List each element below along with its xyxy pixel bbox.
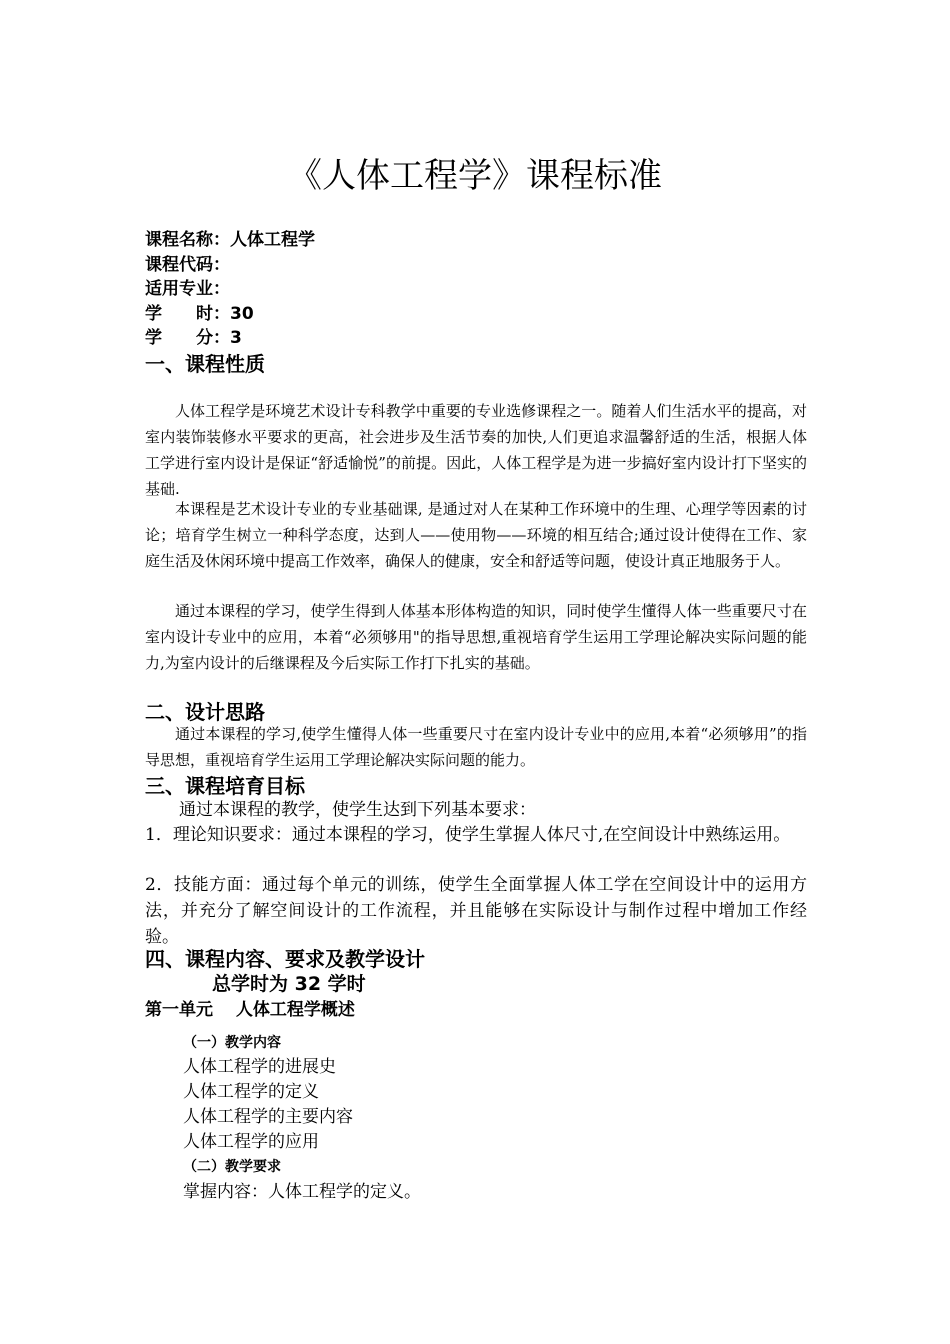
section-3-item-1: 1．理论知识要求：通过本课程的学习，使学生掌握人体尺寸,在空间设计中熟练运用。 [145,825,791,845]
unit-1-title: 第一单元 人体工程学概述 [145,1000,355,1020]
course-name: 课程名称：人体工程学 [145,230,315,250]
section-3-item-2: 2．技能方面：通过每个单元的训练，使学生全面掌握人体工学在空间设计中的运用方法，并充分了解空间设计的工作流程，并且能够在实际设计与制作过程中增加工作经验。 [145,875,807,947]
section-1-paragraph-1: 人体工程学是环境艺术设计专科教学中重要的专业选修课程之一。随着人们生活水平的提高，对室内装饰装修水平要求的更高，社会进步及生活节奏的加快,人们更追求温馨舒适的生活，根据人体工学进行室内设计是保证“舒适愉悦”的前提。因此，人体工程学是为进一步搞好室内设计打下坚实的基础. [145,402,807,498]
teaching-content-list [183,1055,353,1155]
list-item: 人体工程学的定义 [183,1082,319,1102]
section-1-paragraph-2: 本课程是艺术设计专业的专业基础课, 是通过对人在某种工作环境中的生理、心理学等因素的讨论；培育学生树立一种科学态度，达到人——使用物——环境的相互结合;通过设计使得在工作、家庭生活及休闲环境中提高工作效率，确保人的健康，安全和舒适等问题，使设计真正地服务于人。 [145,500,807,570]
section-1-heading: 一、课程性质 [145,352,265,376]
list-item: 人体工程学的应用 [183,1132,319,1152]
section-2-heading: 二、设计思路 [145,700,265,724]
course-credits: 学 分：3 [145,328,242,348]
applicable-major: 适用专业： [145,279,230,299]
section-3-intro: 通过本课程的教学，使学生达到下列基本要求： [179,800,536,820]
section-1-paragraph-3: 通过本课程的学习，使学生得到人体基本形体构造的知识，同时使学生懂得人体一些重要尺寸在室内设计专业中的应用，本着“必须够用"的指导思想,重视培育学生运用工学理论解决实际问题的能力,为室内设计的后继课程及今后实际工作打下扎实的基础。 [145,602,807,672]
total-hours: 总学时为 32 学时 [212,973,366,995]
teaching-content-heading: （一）教学内容 [183,1035,281,1051]
teaching-requirement-text: 掌握内容：人体工程学的定义。 [183,1182,421,1202]
document-title: 《人体工程学》课程标准 [288,156,662,196]
section-4-heading: 四、课程内容、要求及教学设计 [145,947,425,971]
teaching-requirement-heading: （二）教学要求 [183,1159,281,1175]
list-item: 人体工程学的进展史 [183,1057,336,1077]
section-3-heading: 三、课程培育目标 [145,774,305,798]
course-code: 课程代码： [145,254,230,275]
list-item: 人体工程学的主要内容 [183,1107,353,1127]
section-2-paragraph: 通过本课程的学习,使学生懂得人体一些重要尺寸在室内设计专业中的应用,本着“必须够用”的指导思想，重视培育学生运用工学理论解决实际问题的能力。 [145,725,807,769]
course-info [145,228,805,351]
course-hours: 学 时：30 [145,303,254,324]
